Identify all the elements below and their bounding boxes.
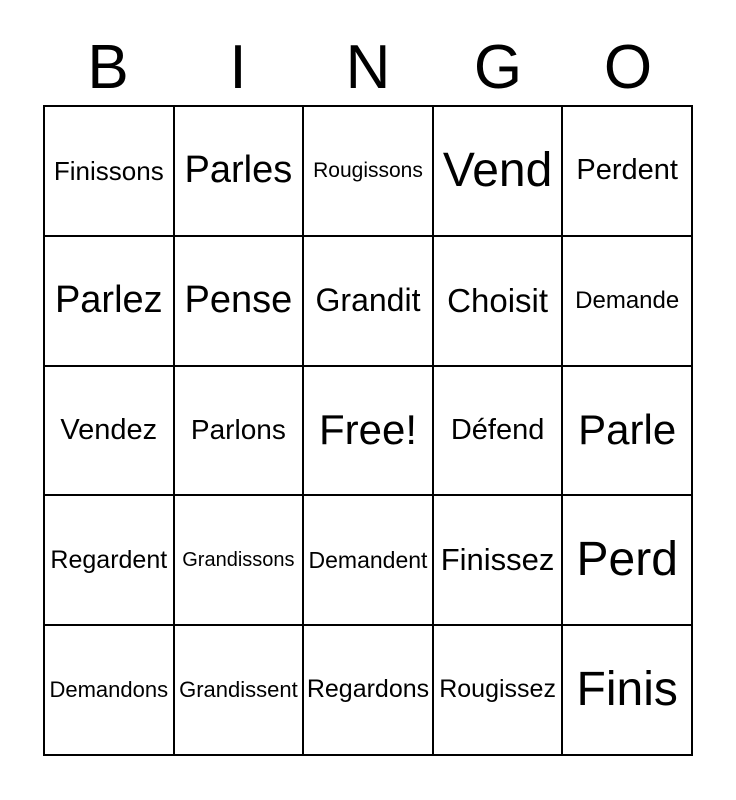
bingo-cell-r3c1[interactable]: Vendez (44, 366, 174, 496)
header-letter-b: B (87, 33, 129, 102)
bingo-cell-r3c2[interactable]: Parlons (174, 366, 304, 496)
bingo-cell-r5c4[interactable]: Rougissez (433, 625, 563, 755)
bingo-cell-r1c1[interactable]: Finissons (44, 106, 174, 236)
header-letter-g: G (473, 33, 523, 102)
bingo-cell-r5c2[interactable]: Grandissent (174, 625, 304, 755)
bingo-cell-r3c4[interactable]: Défend (433, 366, 563, 496)
bingo-cell-r5c3[interactable]: Regardons (303, 625, 433, 755)
bingo-cell-r5c5[interactable]: Finis (562, 625, 692, 755)
bingo-cell-free-space[interactable]: Free! (303, 366, 433, 496)
bingo-grid (43, 105, 693, 756)
bingo-cell-r3c5[interactable]: Parle (562, 366, 692, 496)
bingo-cell-r2c2[interactable]: Pense (174, 236, 304, 366)
header-letter-n: N (345, 33, 391, 102)
bingo-cell-r4c3[interactable]: Demandent (303, 495, 433, 625)
bingo-cell-r2c5[interactable]: Demande (562, 236, 692, 366)
bingo-cell-r1c4[interactable]: Vend (433, 106, 563, 236)
bingo-cell-r4c2[interactable]: Grandissons (174, 495, 304, 625)
bingo-cell-r2c1[interactable]: Parlez (44, 236, 174, 366)
bingo-cell-r2c4[interactable]: Choisit (433, 236, 563, 366)
bingo-cell-r4c5[interactable]: Perd (562, 495, 692, 625)
bingo-cell-r1c5[interactable]: Perdent (562, 106, 692, 236)
bingo-cell-r1c3[interactable]: Rougissons (303, 106, 433, 236)
bingo-cell-r2c3[interactable]: Grandit (303, 236, 433, 366)
header-letter-i: I (229, 33, 247, 102)
bingo-cell-r4c1[interactable]: Regardent (44, 495, 174, 625)
header-letter-o: O (603, 33, 653, 102)
bingo-header (43, 33, 693, 102)
bingo-cell-r4c4[interactable]: Finissez (433, 495, 563, 625)
bingo-cell-r5c1[interactable]: Demandons (44, 625, 174, 755)
bingo-cell-r1c2[interactable]: Parles (174, 106, 304, 236)
